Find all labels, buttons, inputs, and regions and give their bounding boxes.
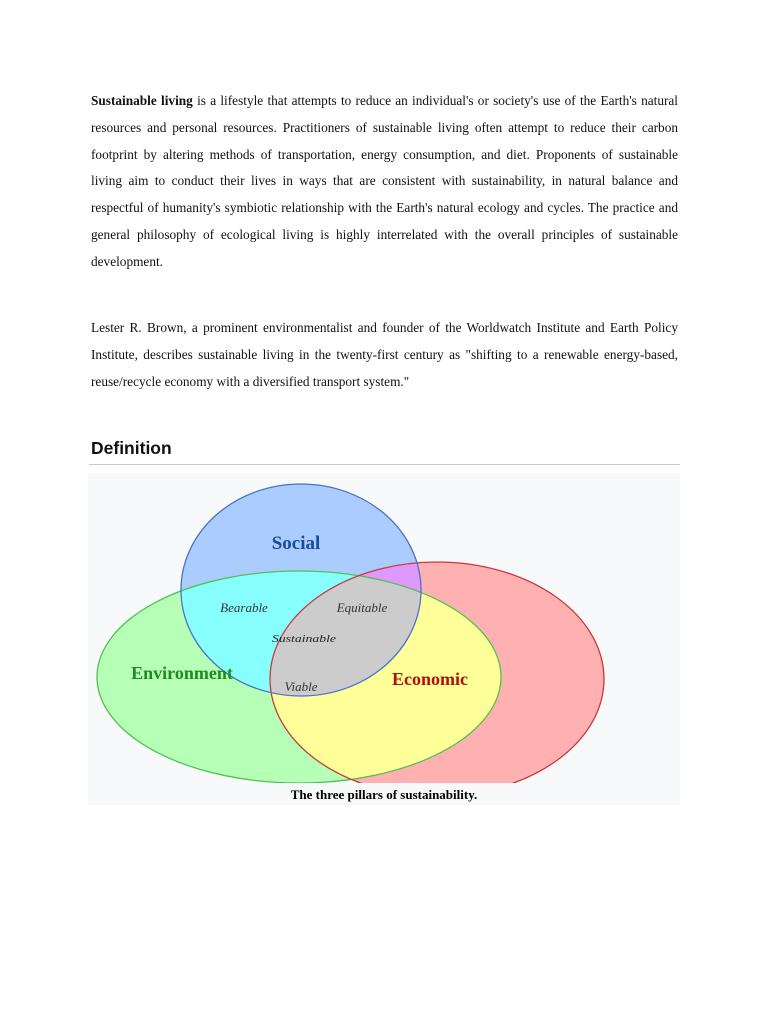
- venn-diagram: [88, 473, 680, 783]
- intro-bold-lead: Sustainable living: [91, 93, 193, 108]
- venn-figure: [88, 473, 680, 805]
- section-heading-definition: Definition: [91, 438, 172, 458]
- environment-label: Environment: [131, 663, 233, 683]
- economic-label: Economic: [392, 669, 468, 689]
- brown-quote-paragraph: Lester R. Brown, a prominent environmentalist and founder of the Worldwatch Institute and Earth Policy Institute, describes sustainable living in the twenty-first century as "shifting to a renewable energy-based, reuse/recycle economy with a diversified transport system.": [91, 320, 678, 389]
- bearable-label: Bearable: [220, 600, 268, 615]
- heading-divider: [89, 464, 680, 465]
- sustainable-label: Sustainable: [272, 633, 337, 645]
- viable-label: Viable: [284, 679, 318, 694]
- intro-paragraph: [91, 88, 678, 276]
- figure-caption: The three pillars of sustainability.: [290, 787, 478, 802]
- equitable-label: Equitable: [336, 600, 388, 615]
- social-label: Social: [271, 533, 321, 554]
- intro-paragraph-text: is a lifestyle that attempts to reduce an individual's or society's use of the Earth's natural resources and personal resources. Practitioners of sustainable living often attempt to reduce their carbon footprint by altering methods of transportation, energy consumption, and diet. Proponents of sustainable living aim to conduct their lives in ways that are consistent with sustainability, in natural balance and respectful of humanity's symbiotic relationship with the Earth's natural ecology and cycles. The practice and general philosophy of ecological living is highly interrelated with the overall principles of sustainable development.: [91, 93, 678, 269]
